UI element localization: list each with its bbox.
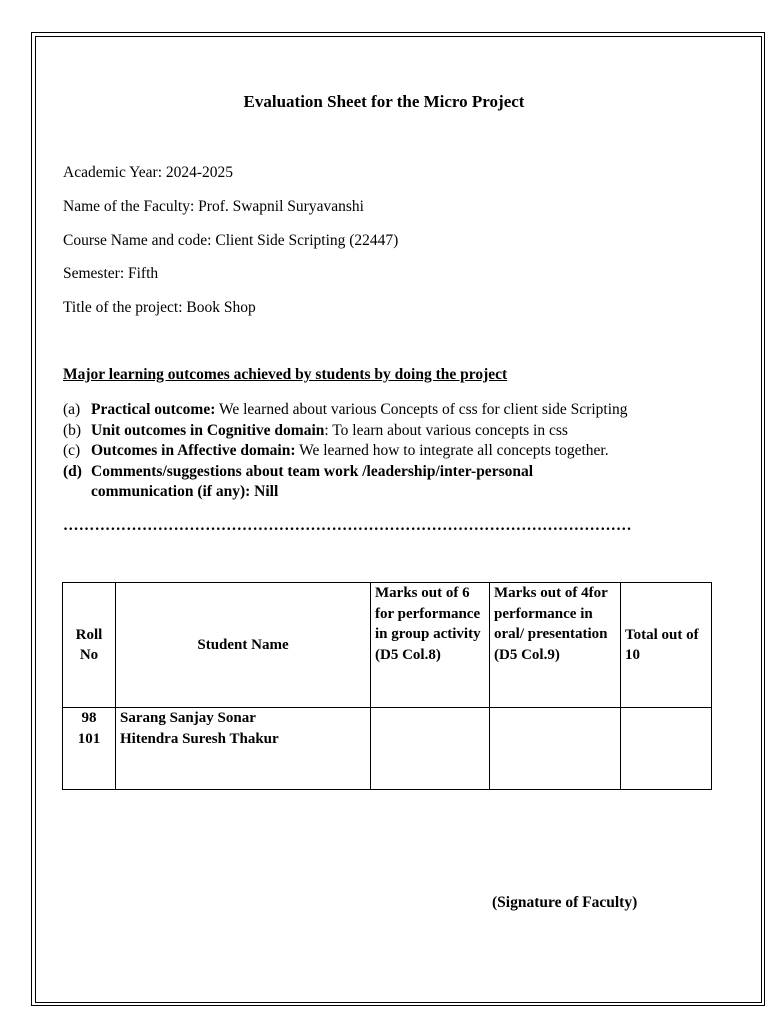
outcomes-list <box>63 400 723 503</box>
marks-group-cell[interactable] <box>371 708 490 790</box>
table-header-row <box>63 583 712 708</box>
outcome-c <box>63 441 723 462</box>
outcome-label: Practical outcome: <box>91 401 216 418</box>
outcome-text: : To learn about various concepts in css <box>324 421 568 439</box>
faculty-signature-label: (Signature of Faculty) <box>492 894 638 911</box>
total-cell[interactable] <box>621 708 712 790</box>
student-name-cell <box>116 708 371 790</box>
outcome-text: We learned how to integrate all concepts together. <box>295 442 609 459</box>
course-name-code: Course Name and code: Client Side Scripting (22447) <box>63 232 399 249</box>
roll-no: 98 <box>81 710 97 726</box>
outcome-d <box>63 462 723 503</box>
dotted-separator: ……………………………………………………………………………………………… <box>63 517 632 534</box>
outcome-marker: (b) <box>63 421 82 439</box>
outcomes-heading: Major learning outcomes achieved by students by doing the project <box>63 366 508 383</box>
header-total: Total out of 10 <box>621 583 712 708</box>
project-title: Title of the project: Book Shop <box>63 299 256 316</box>
header-student-name: Student Name <box>116 583 371 708</box>
student-name: Hitendra Suresh Thakur <box>120 730 279 747</box>
outcome-label: Unit outcomes in Cognitive domain <box>91 421 325 439</box>
header-roll-no: Roll No <box>63 583 116 708</box>
academic-year: Academic Year: 2024-2025 <box>63 164 234 181</box>
outcome-marker: (a) <box>63 401 81 418</box>
marks-table <box>62 582 712 790</box>
outcome-a <box>63 400 723 421</box>
outcome-label: Comments/suggestions about team work /leadership/inter-personal communication (if any): Nill <box>91 462 534 500</box>
outcome-marker: (c) <box>63 442 81 459</box>
document-title: Evaluation Sheet for the Micro Project <box>243 92 525 111</box>
semester: Semester: Fifth <box>63 265 159 282</box>
faculty-name: Name of the Faculty: Prof. Swapnil Suryavanshi <box>63 198 364 215</box>
table-row <box>63 708 712 790</box>
outcome-b <box>63 421 723 442</box>
header-marks-group: Marks out of 6 for performance in group activity (D5 Col.8) <box>371 583 490 708</box>
roll-no: 101 <box>77 730 101 747</box>
student-name: Sarang Sanjay Sonar <box>120 710 256 726</box>
header-marks-oral: Marks out of 4for performance in oral/ presentation (D5 Col.9) <box>490 583 621 708</box>
outcome-text: We learned about various Concepts of css for client side Scripting <box>215 401 628 418</box>
roll-no-cell <box>63 708 116 790</box>
outcome-label: Outcomes in Affective domain: <box>91 442 296 459</box>
marks-oral-cell[interactable] <box>490 708 621 790</box>
outcome-marker: (d) <box>63 462 82 480</box>
